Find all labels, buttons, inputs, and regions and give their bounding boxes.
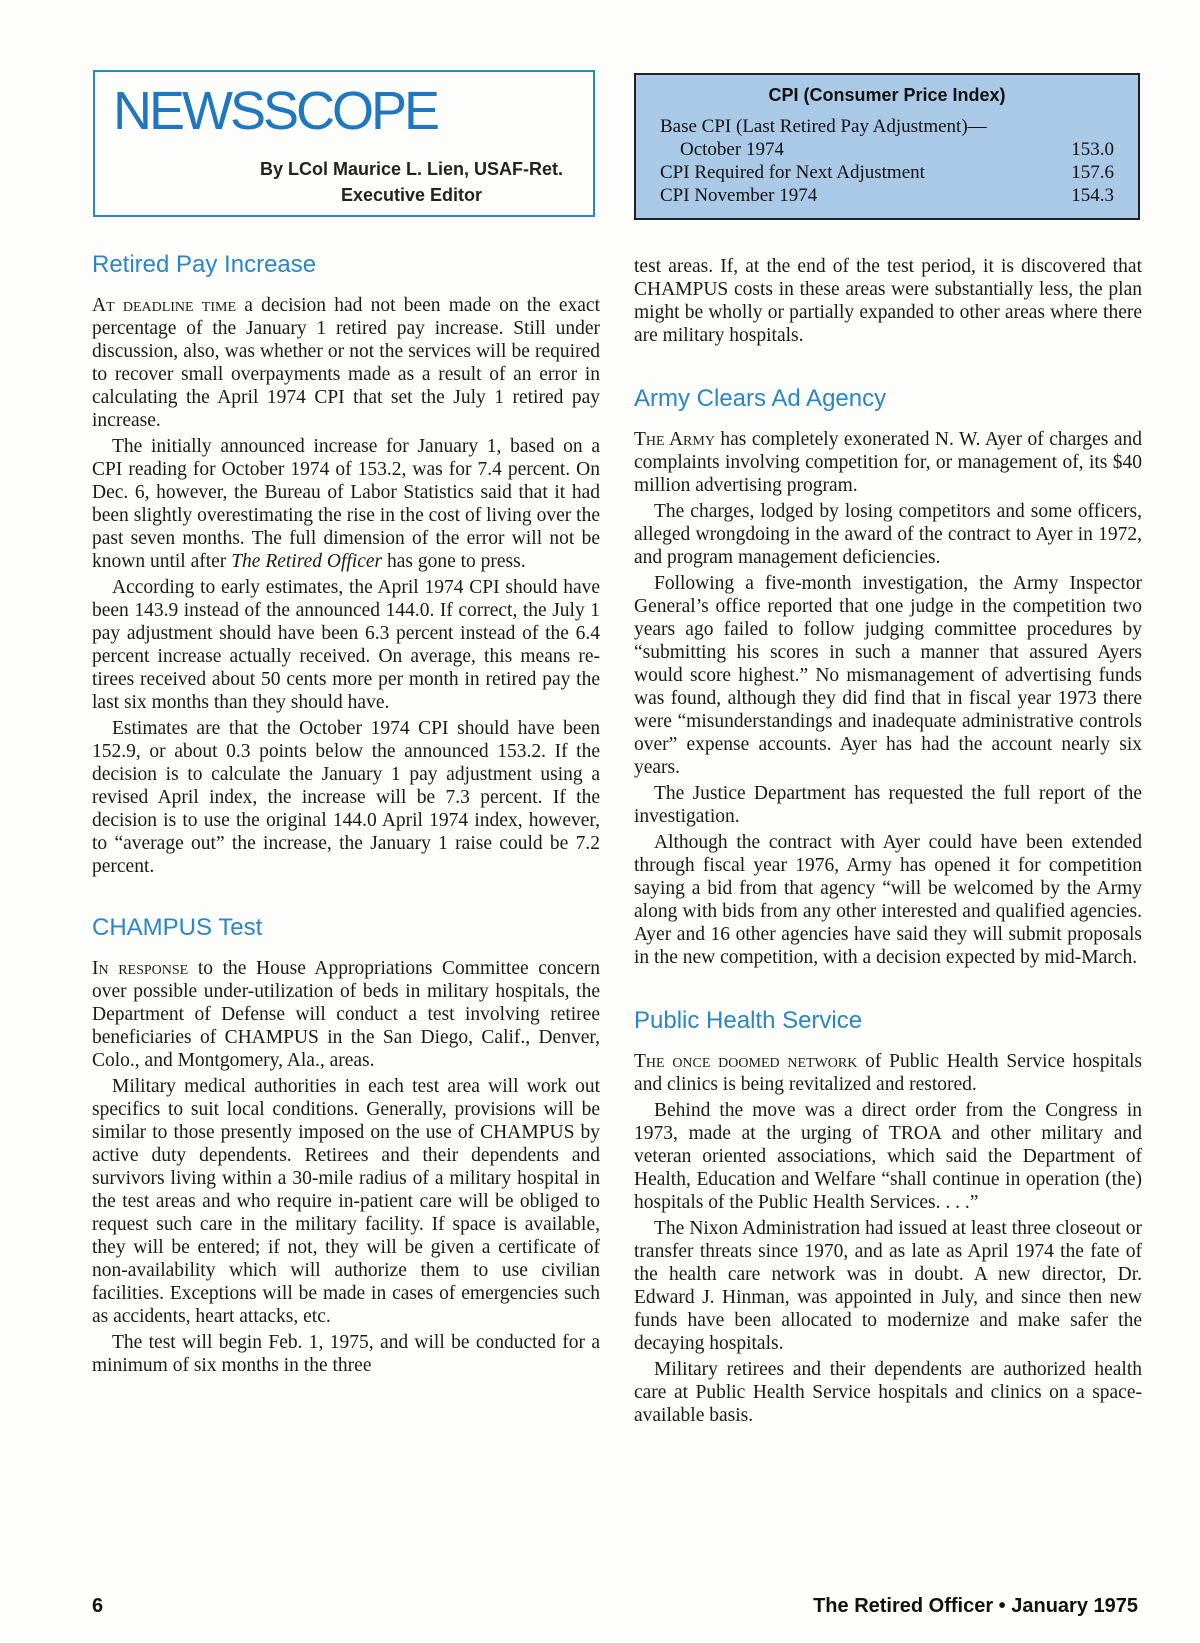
article-paragraph [634,1050,1142,1096]
champus-section [92,913,600,1377]
article-paragraph: Following a five-month investigation, the Army Inspector General’s office reported that one judge in the competition two years ago failed to follow judging committee procedures by “submitting his scores in such a manner that assured Ayers would score highest.” No mismanagement of advertising funds was found, although they did find that in fiscal year 1973 there were “misunderstandings and inadequate administrative controls over” expense accounts. Ayer has had the account nearly six years. [634,573,1142,778]
article-paragraph: According to early estimates, the April 1974 CPI should have been 143.9 instead of the announced 144.0. If correct, the July 1 pay adjustment should have been 6.3 percent instead of the 6.4 percent increase actually received. On average, this means retirees received about 50 cents more per month in retired pay the last six months than they should have. [92,577,600,713]
paragraph-text: a decision had not been made on the exact percentage of the January 1 retired pay increase. Still under discussion, also, was whether or not the services will be required to recover small overpayments made as a result of an error in calculating the April 1974 CPI that set the July 1 retired pay increase. [92,295,600,431]
left-column [92,250,600,1380]
cpi-row-value: 154.3 [1071,185,1114,206]
byline-name: By LCol Maurice L. Lien, USAF-Ret. [259,159,563,179]
article-paragraph: The test will begin Feb. 1, 1975, and will be conducted for a minimum of six months in the three [92,1332,600,1376]
cpi-title: CPI (Consumer Price Index) [768,85,1006,105]
phs-section [634,1006,1142,1427]
article-paragraph [634,428,1142,497]
publication-title: The Retired Officer [231,551,383,572]
champus-heading: CHAMPUS Test [92,914,263,941]
cpi-row [660,115,1114,138]
right-column [634,255,1142,1430]
article-paragraph: The charges, lodged by losing competitors and some officers, alleged wrongdoing in the award of the contract to Ayer in 1972, and program management deficiencies. [634,501,1142,568]
article-paragraph: Behind the move was a direct order from the Congress in 1973, made at the urging of TROA and other military and veteran oriented associations, which said the Department of Health, Education and Welfare “shall continue in operation (the) hospitals of the Public Health Services. . . .” [634,1100,1142,1213]
article-paragraph: The Justice Department has requested the full report of the investigation. [634,783,1142,827]
cpi-row-value: 153.0 [1071,139,1114,160]
lead-in-caps: The Army [634,429,715,450]
lead-in-caps: In response [92,958,189,979]
retired-pay-heading: Retired Pay Increase [92,251,317,278]
cpi-row-label: Base CPI (Last Retired Pay Adjustment)— [660,116,987,137]
cpi-row [660,184,1114,207]
article-paragraph: The Nixon Administration had issued at least three closeout or transfer threats since 1970, and as late as April 1974 the fate of the health care network was in doubt. A new director, Dr. Edward J. Hinman, was appointed in July, and since then new funds have been allocated to modernize and make safer the decaying hospitals. [634,1218,1142,1354]
cpi-row-label: CPI Required for Next Adjustment [660,162,925,183]
running-footer: The Retired Officer • January 1975 [813,1595,1138,1617]
cpi-row-label: October 1974 [680,139,784,160]
newsscope-masthead [93,70,595,217]
cpi-row-value: 157.6 [1071,162,1114,183]
byline-title: Executive Editor [340,185,482,205]
article-paragraph: Although the contract with Ayer could have been extended through fiscal year 1976, Army has opened it for competition saying a bid from that agency “will be welcomed by the Army along with bids from any other interested and qualified agencies. Ayer and 16 other agencies have said they will submit proposals in the new competition, with a decision expected by mid-March. [634,832,1142,968]
continued-paragraph: test areas. If, at the end of the test period, it is discovered that CHAMPUS costs in these areas were substantially less, the plan might be wholly or partially expanded to other areas where there are military hospitals. [634,256,1142,346]
paragraph-text: The initially announced increase for January 1, based on a CPI reading for October 1974 of 153.2, was for 7.4 percent. On Dec. 6, however, the Bureau of Labor Statistics said that it had been slightly overestimating the rise in the cost of living over the past seven months. The full dimension of the error will not be known until after [92,436,600,572]
lead-in-caps: At deadline time [92,295,237,316]
article-paragraph: Military retirees and their dependents are authorized health care at Public Health Service hospitals and clinics on a space-available basis. [634,1359,1142,1426]
article-paragraph: Military medical authorities in each test area will work out specifics to suit local conditions. Generally, provisions will be similar to those presently imposed on the use of CHAMPUS by active duty dependents. Retirees and their dependents and survivors living within a 30-mile radius of a military hospital in the test areas and who require in-patient care will be obliged to request such care in the military facility. If space is available, they will be entered; if not, they will be given a certificate of non-availability which will authorize them to use civilian facilities. Exceptions will be made in cases of emergencies such as accidents, heart attacks, etc. [92,1076,600,1327]
lead-in-caps: The once doomed network [634,1051,858,1072]
retired-pay-section [92,250,600,878]
byline [260,156,563,208]
paragraph-text: of Public Health Service hospitals and clinics is being revitalized and restored. [634,1051,1142,1095]
army-heading: Army Clears Ad Agency [634,385,887,412]
article-paragraph [92,435,600,573]
cpi-row [660,161,1114,184]
article-paragraph [92,294,600,432]
article-paragraph [92,957,600,1072]
phs-heading: Public Health Service [634,1007,863,1034]
army-section [634,384,1142,969]
paragraph-text: to the House Appropriations Committee concern over possible under-utilization of beds in military hospitals, the Department of Defense will conduct a test involving retiree beneficiaries of CHAMPUS in the San Diego, Calif., Denver, Colo., and Montgomery, Ala., areas. [92,958,601,1071]
paragraph-text: has completely exonerated N. W. Ayer of charges and complaints involving competition for, or management of, its $40 million advertising program. [634,429,1142,496]
paragraph-text: has gone to press. [382,551,526,572]
newsscope-logo: NEWSSCOPE [113,81,438,141]
cpi-table [660,115,1114,207]
cpi-row-label: CPI November 1974 [660,185,818,206]
cpi-box [634,73,1140,220]
article-paragraph: Estimates are that the October 1974 CPI should have been 152.9, or about 0.3 points below the announced 153.2. If the decision is to calculate the January 1 pay adjustment using a revised April index, the increase will be 7.3 percent. If the decision is to use the original 144.0 April 1974 index, however, to “average out” the increase, the January 1 raise could be 7.2 percent. [92,718,600,877]
cpi-row [660,138,1114,161]
page-number: 6 [92,1595,104,1617]
